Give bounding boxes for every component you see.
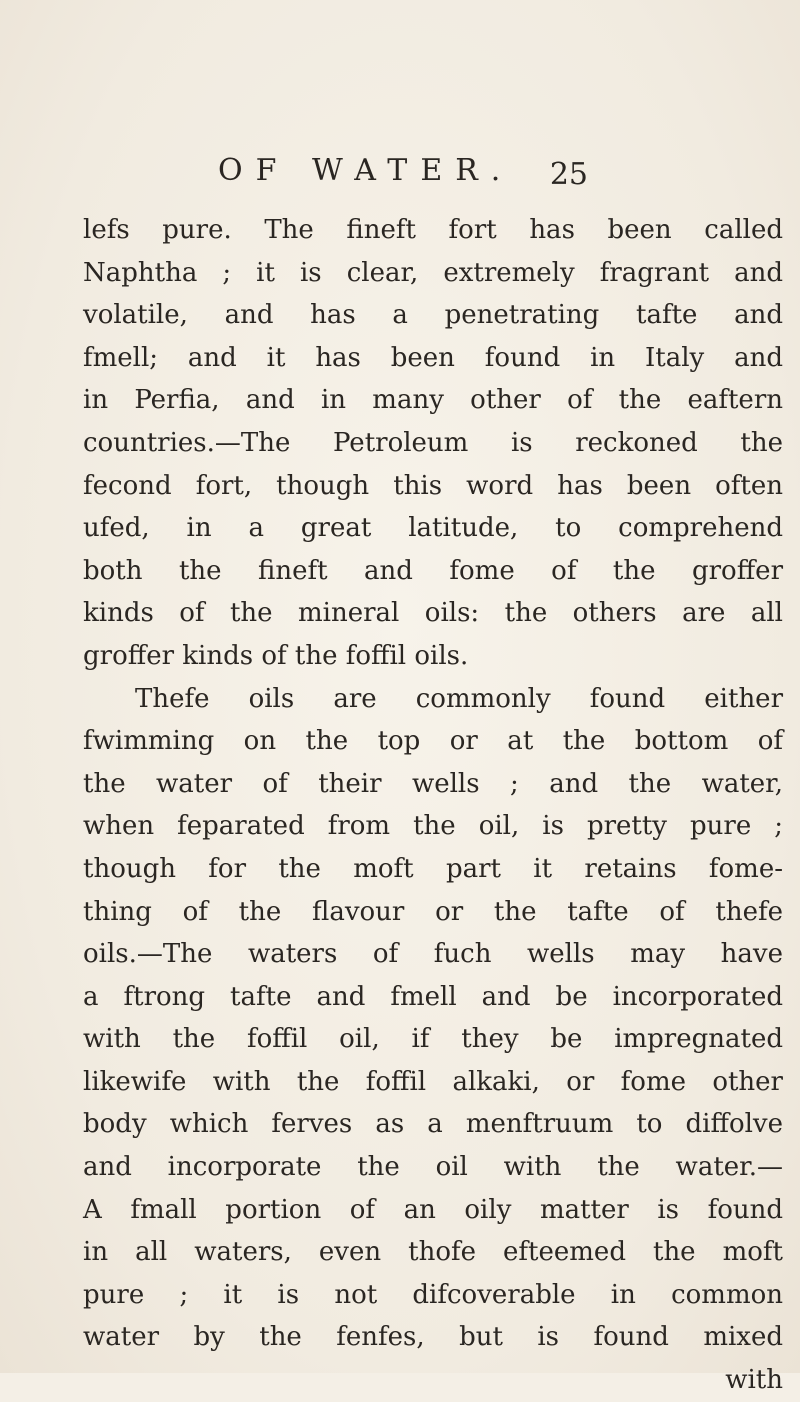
text-line: in all waters, even thofe efteemed the moft <box>83 1237 783 1268</box>
text-line: ufed, in a great latitude, to comprehend <box>83 513 783 544</box>
text-line: lefs pure. The fineft fort has been called <box>83 215 783 245</box>
catchword: with <box>725 1365 783 1396</box>
running-head: OF WATER. <box>218 153 514 188</box>
text-line: a ftrong tafte and fmell and be incorporated <box>83 981 783 1012</box>
text-line: pure ; it is not difcoverable in common <box>83 1279 783 1310</box>
text-line: fwimming on the top or at the bottom of <box>83 726 783 757</box>
text-line: when feparated from the oil, is pretty pure ; <box>83 811 783 842</box>
text-line: Thefe oils are commonly found either <box>135 683 783 714</box>
text-line: fecond fort, though this word has been often <box>83 470 783 501</box>
text-line: water by the fenfes, but is found mixed <box>83 1322 783 1353</box>
text-line: both the fineft and fome of the groffer <box>83 555 783 586</box>
text-line: kinds of the mineral oils: the others are all <box>83 598 783 629</box>
text-line: likewife with the foffil alkaki, or fome other <box>83 1066 783 1097</box>
text-line: fmell; and it has been found in Italy and <box>83 342 783 373</box>
text-line: in Perfia, and in many other of the eaftern <box>83 385 783 416</box>
page-number: 25 <box>549 157 588 192</box>
body-text <box>83 209 783 1402</box>
text-line: countries.—The Petroleum is reckoned the <box>83 427 783 458</box>
text-line: volatile, and has a penetrating tafte and <box>83 300 783 331</box>
text-line: thing of the flavour or the tafte of thefe <box>83 896 783 927</box>
text-line: and incorporate the oil with the water.— <box>83 1152 783 1183</box>
text-line: groffer kinds of the foffil oils. <box>83 640 469 671</box>
text-line: A fmall portion of an oily matter is found <box>83 1194 783 1225</box>
page-header <box>218 146 588 196</box>
text-line: the water of their wells ; and the water, <box>83 768 783 799</box>
text-line: with the foffil oil, if they be impregnated <box>83 1024 783 1055</box>
text-line: oils.—The waters of fuch wells may have <box>83 939 783 970</box>
text-line: body which ferves as a menftruum to diffolve <box>83 1109 783 1140</box>
text-line: though for the moft part it retains fome- <box>83 853 783 884</box>
text-line: Naphtha ; it is clear, extremely fragrant and <box>83 257 783 288</box>
